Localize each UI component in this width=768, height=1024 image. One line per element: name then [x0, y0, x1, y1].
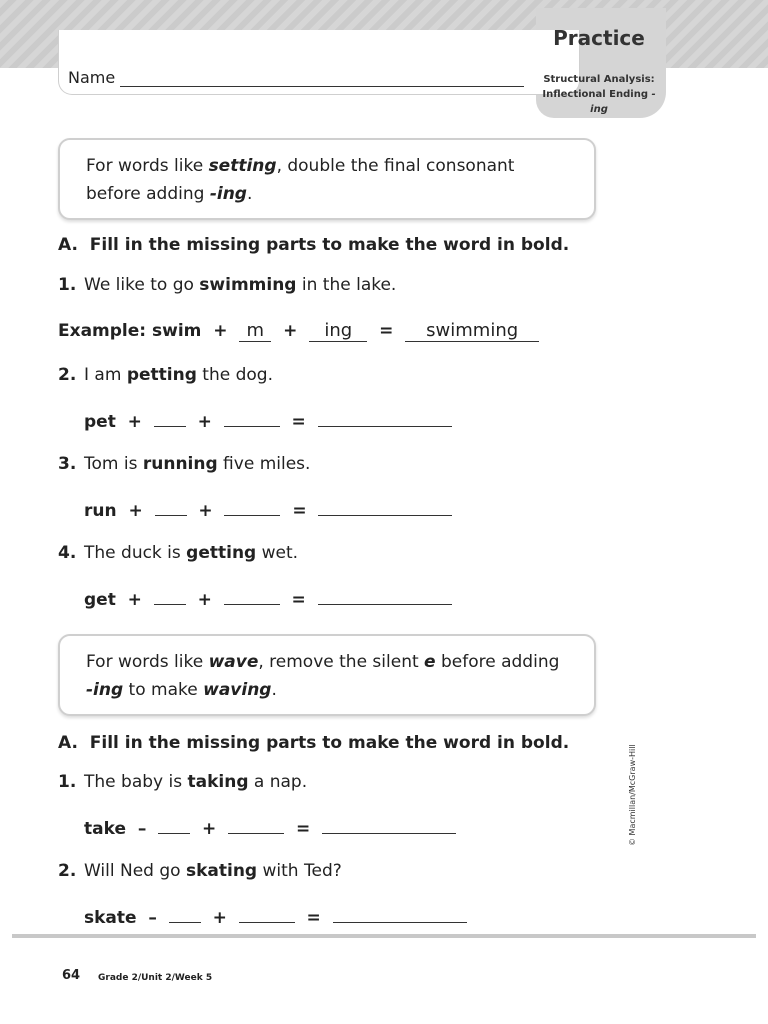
answer-blank[interactable] — [154, 588, 186, 605]
answer-blank[interactable] — [322, 817, 456, 834]
section-a-instruction: A. Fill in the missing parts to make the word in bold. — [58, 235, 570, 255]
sentence-2: 2. I am petting the dog. — [58, 365, 273, 385]
answer-blank[interactable] — [158, 817, 190, 834]
sentence-6: 2. Will Ned go skating with Ted? — [58, 861, 342, 881]
practice-subtitle: Structural Analysis: Inflectional Ending -ing — [542, 74, 656, 115]
grade-label: Grade 2/Unit 2/Week 5 — [98, 973, 213, 983]
answer-blank[interactable] — [333, 906, 467, 923]
name-field-line[interactable] — [120, 86, 524, 87]
answer-blank[interactable] — [224, 499, 280, 516]
equation-3: run + + = — [84, 499, 452, 521]
sentence-3: 3. Tom is running five miles. — [58, 454, 311, 474]
example-answer-1: m — [239, 320, 271, 342]
name-label: Name — [68, 68, 116, 87]
sentence-5: 1. The baby is taking a nap. — [58, 772, 308, 792]
equation-4: get + + = — [84, 588, 452, 610]
section-a2-instruction: A. Fill in the missing parts to make the word in bold. — [58, 733, 570, 753]
sentence-1: 1. We like to go swimming in the lake. — [58, 275, 397, 295]
example-equation: Example: swim + m + ing = swimming — [58, 320, 539, 342]
rule-box-double-consonant: For words like setting, double the final consonant before adding -ing. — [58, 138, 596, 220]
answer-blank[interactable] — [155, 499, 187, 516]
answer-blank[interactable] — [228, 817, 284, 834]
answer-blank[interactable] — [224, 410, 280, 427]
example-answer-2: ing — [309, 320, 367, 342]
page-number: 64 — [62, 968, 81, 983]
example-answer-3: swimming — [405, 320, 539, 342]
equation-5: take – + = — [84, 817, 456, 839]
answer-blank[interactable] — [169, 906, 201, 923]
answer-blank[interactable] — [318, 410, 452, 427]
footer-divider — [12, 934, 756, 938]
rule-box-silent-e: For words like wave, remove the silent e before adding -ing to make waving. — [58, 634, 596, 716]
answer-blank[interactable] — [154, 410, 186, 427]
practice-title: Practice — [553, 26, 645, 50]
answer-blank[interactable] — [224, 588, 280, 605]
answer-blank[interactable] — [318, 499, 452, 516]
answer-blank[interactable] — [239, 906, 295, 923]
copyright-notice: © Macmillan/McGraw-Hill — [628, 744, 637, 846]
answer-blank[interactable] — [318, 588, 452, 605]
equation-2: pet + + = — [84, 410, 452, 432]
sentence-4: 4. The duck is getting wet. — [58, 543, 299, 563]
equation-6: skate – + = — [84, 906, 467, 928]
